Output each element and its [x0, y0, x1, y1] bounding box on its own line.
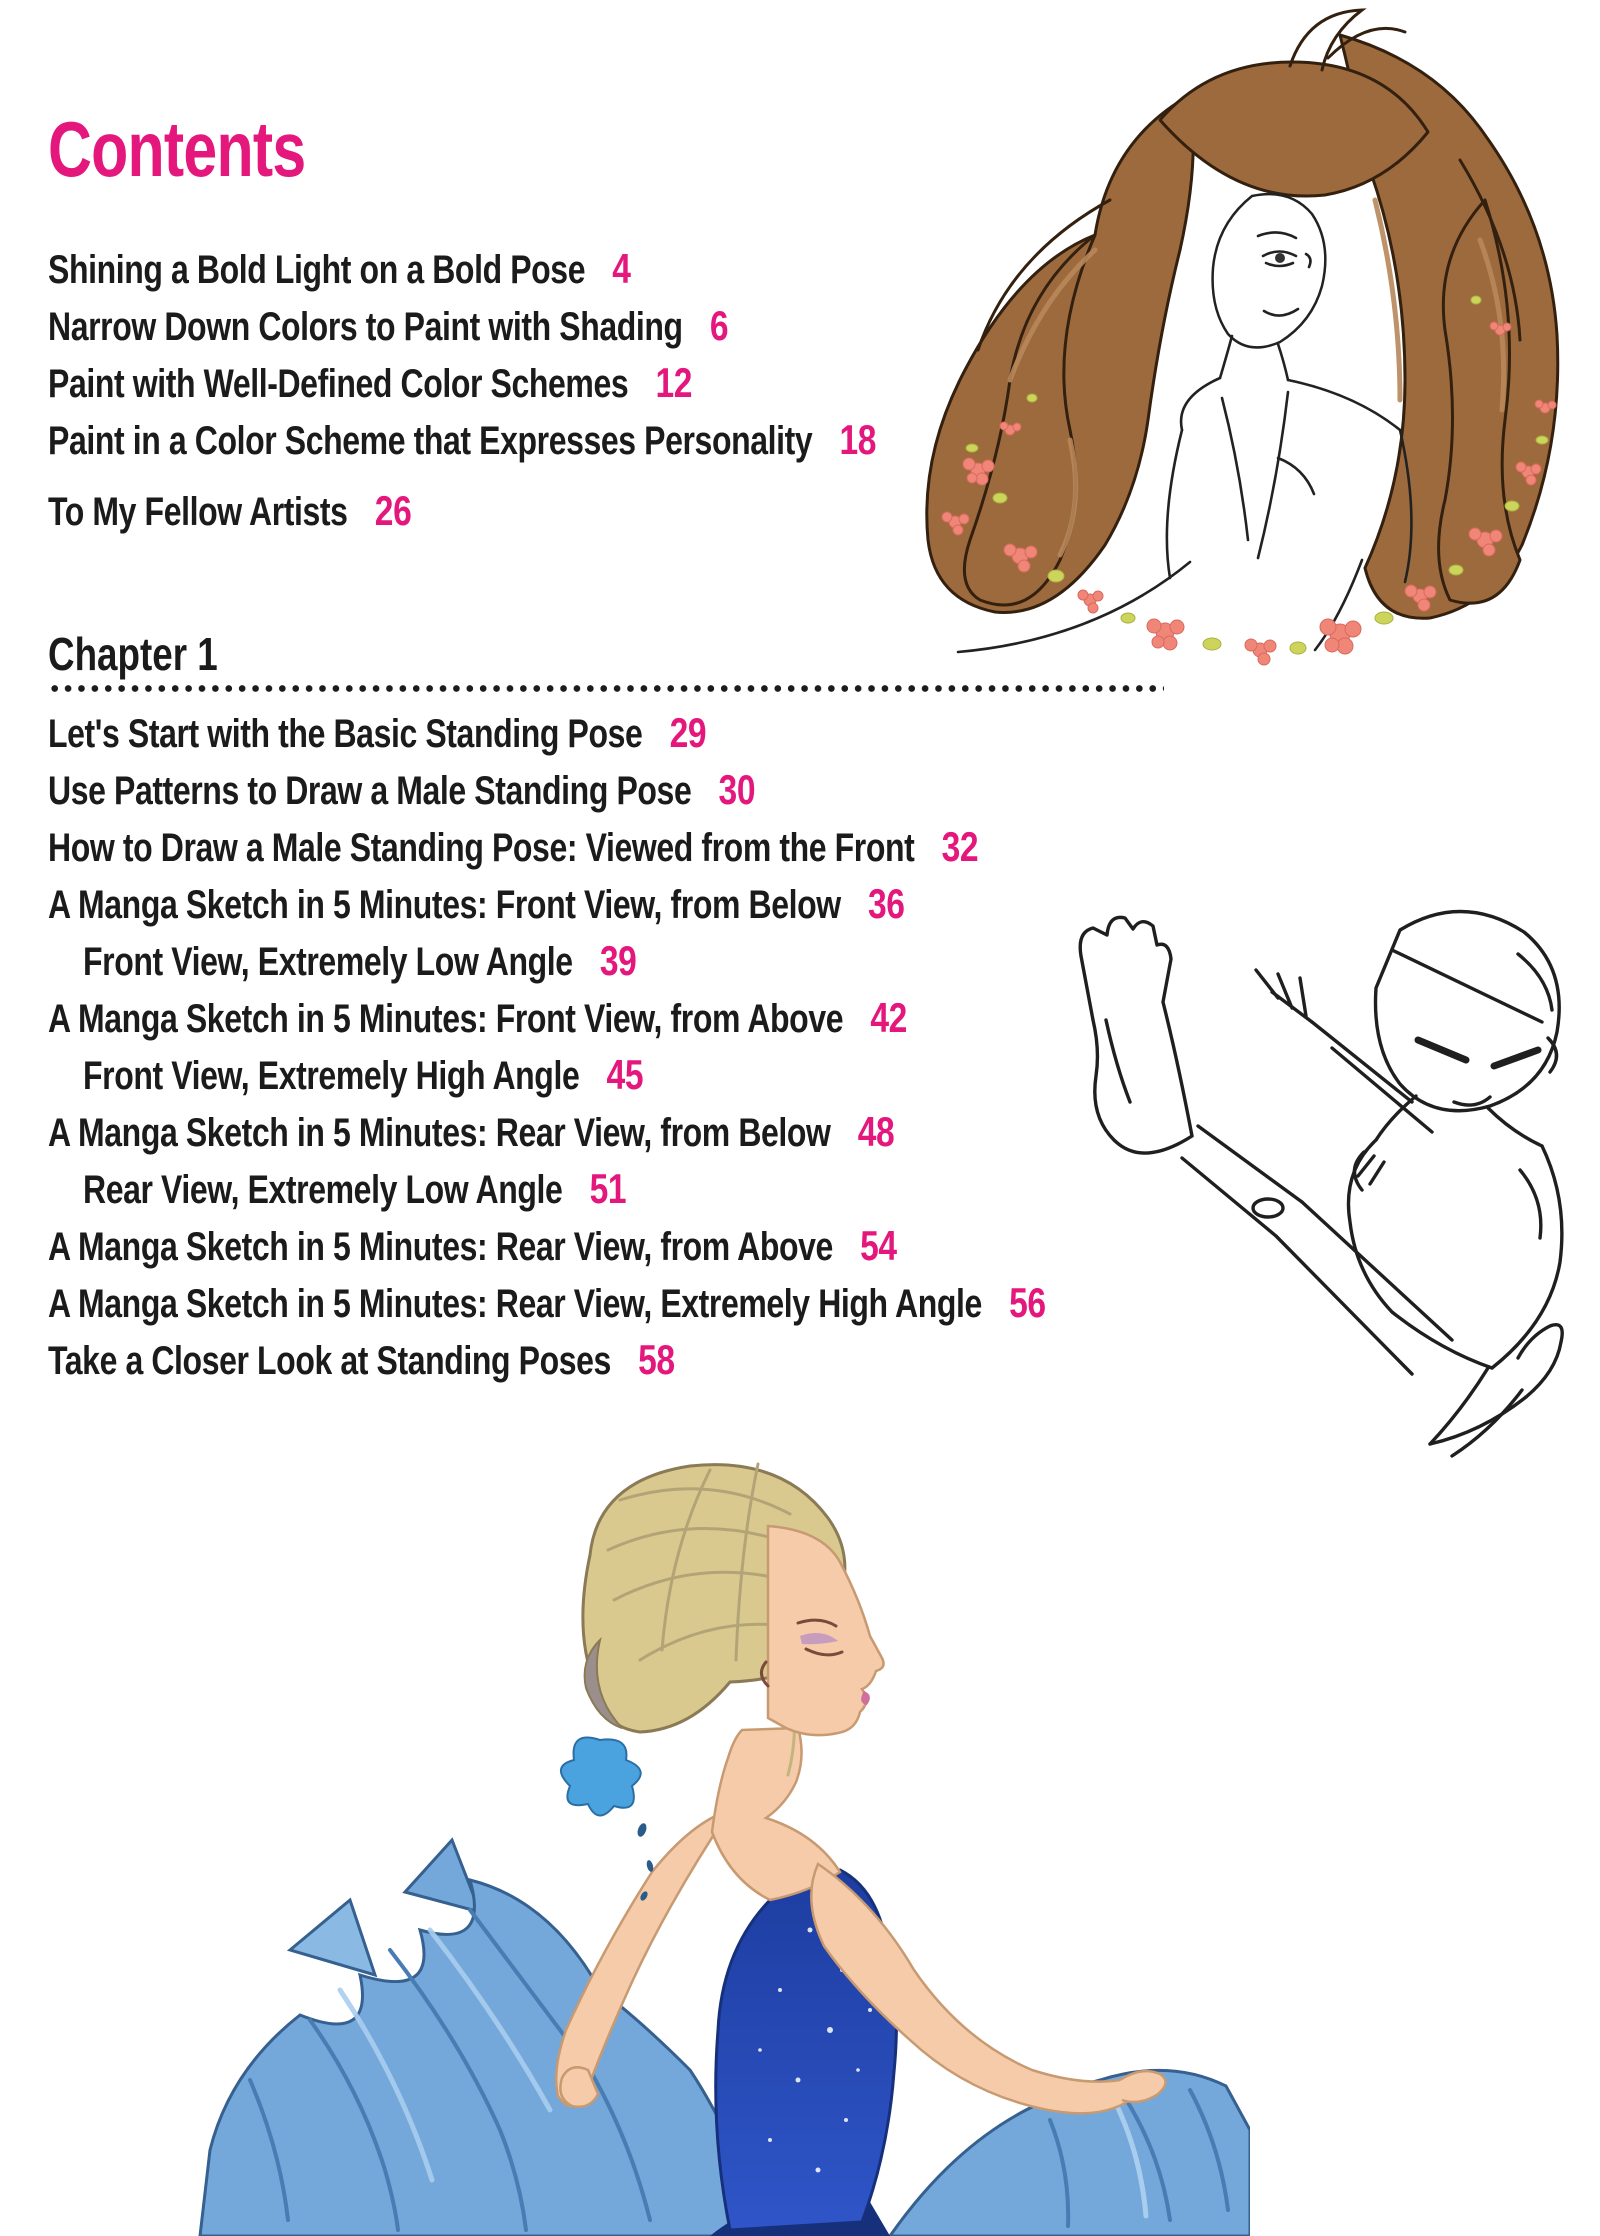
toc-entry	[48, 761, 1295, 818]
toc-entry-page-number: 29	[669, 708, 707, 756]
toc-entry-page-number: 12	[655, 358, 693, 406]
toc-entry-page-number: 58	[638, 1335, 675, 1383]
illustration-blue-dress-woman	[170, 1430, 1250, 2236]
toc-entry	[48, 482, 502, 539]
toc-entry-page-number: 45	[606, 1050, 644, 1098]
toc-entry-page-number: 42	[870, 993, 907, 1041]
toc-entry-label: Front View, Extremely High Angle	[83, 1053, 580, 1098]
toc-entry-page-number: 18	[839, 415, 877, 463]
toc-entry-page-number: 30	[718, 765, 756, 813]
toc-entry-label: How to Draw a Male Standing Pose: Viewed from the Front	[48, 825, 915, 870]
toc-entry-label: A Manga Sketch in 5 Minutes: Rear View, from Below	[48, 1110, 831, 1155]
illustration-kick-pose-sketch	[1020, 870, 1580, 1460]
toc-entry-page-number: 51	[589, 1164, 627, 1212]
chapter-1-heading-block	[48, 627, 260, 681]
toc-entry-page-number: 26	[374, 486, 412, 534]
fellow-artists-entry	[48, 482, 502, 539]
toc-entry-label: Let's Start with the Basic Standing Pose	[48, 711, 643, 756]
toc-entry-label: A Manga Sketch in 5 Minutes: Front View, from Below	[48, 882, 841, 927]
toc-entry-label: A Manga Sketch in 5 Minutes: Rear View, Extremely High Angle	[48, 1281, 982, 1326]
toc-entry-label: Use Patterns to Draw a Male Standing Pose	[48, 768, 692, 813]
toc-entry-label: Paint with Well-Defined Color Schemes	[48, 361, 629, 406]
toc-entry-page-number: 39	[599, 936, 637, 984]
toc-entry-label: A Manga Sketch in 5 Minutes: Front View, from Above	[48, 996, 844, 1041]
toc-entry-page-number: 56	[1009, 1278, 1046, 1326]
toc-entry-page-number: 6	[709, 301, 729, 349]
toc-entry-label: Front View, Extremely Low Angle	[83, 939, 573, 984]
chapter-1-heading: Chapter 1	[48, 628, 218, 680]
toc-entry	[48, 818, 1295, 875]
toc-entry-page-number: 36	[867, 879, 905, 927]
toc-entry-page-number: 32	[941, 822, 979, 870]
toc-entry-label: To My Fellow Artists	[48, 489, 348, 534]
page-title: Contents	[48, 105, 306, 193]
toc-entry	[48, 704, 1295, 761]
toc-entry-label: Rear View, Extremely Low Angle	[83, 1167, 563, 1212]
toc-entry-label: A Manga Sketch in 5 Minutes: Rear View, from Above	[48, 1224, 833, 1269]
illustration-flowing-hair-girl	[860, 0, 1600, 700]
toc-entry-page-number: 48	[857, 1107, 895, 1155]
toc-entry-label: Take a Closer Look at Standing Poses	[48, 1338, 611, 1383]
toc-entry-label: Narrow Down Colors to Paint with Shading	[48, 304, 683, 349]
toc-entry-page-number: 4	[612, 244, 631, 292]
toc-entry-page-number: 54	[860, 1221, 897, 1269]
toc-entry-label: Paint in a Color Scheme that Expresses Personality	[48, 418, 813, 463]
toc-entry-label: Shining a Bold Light on a Bold Pose	[48, 247, 586, 292]
